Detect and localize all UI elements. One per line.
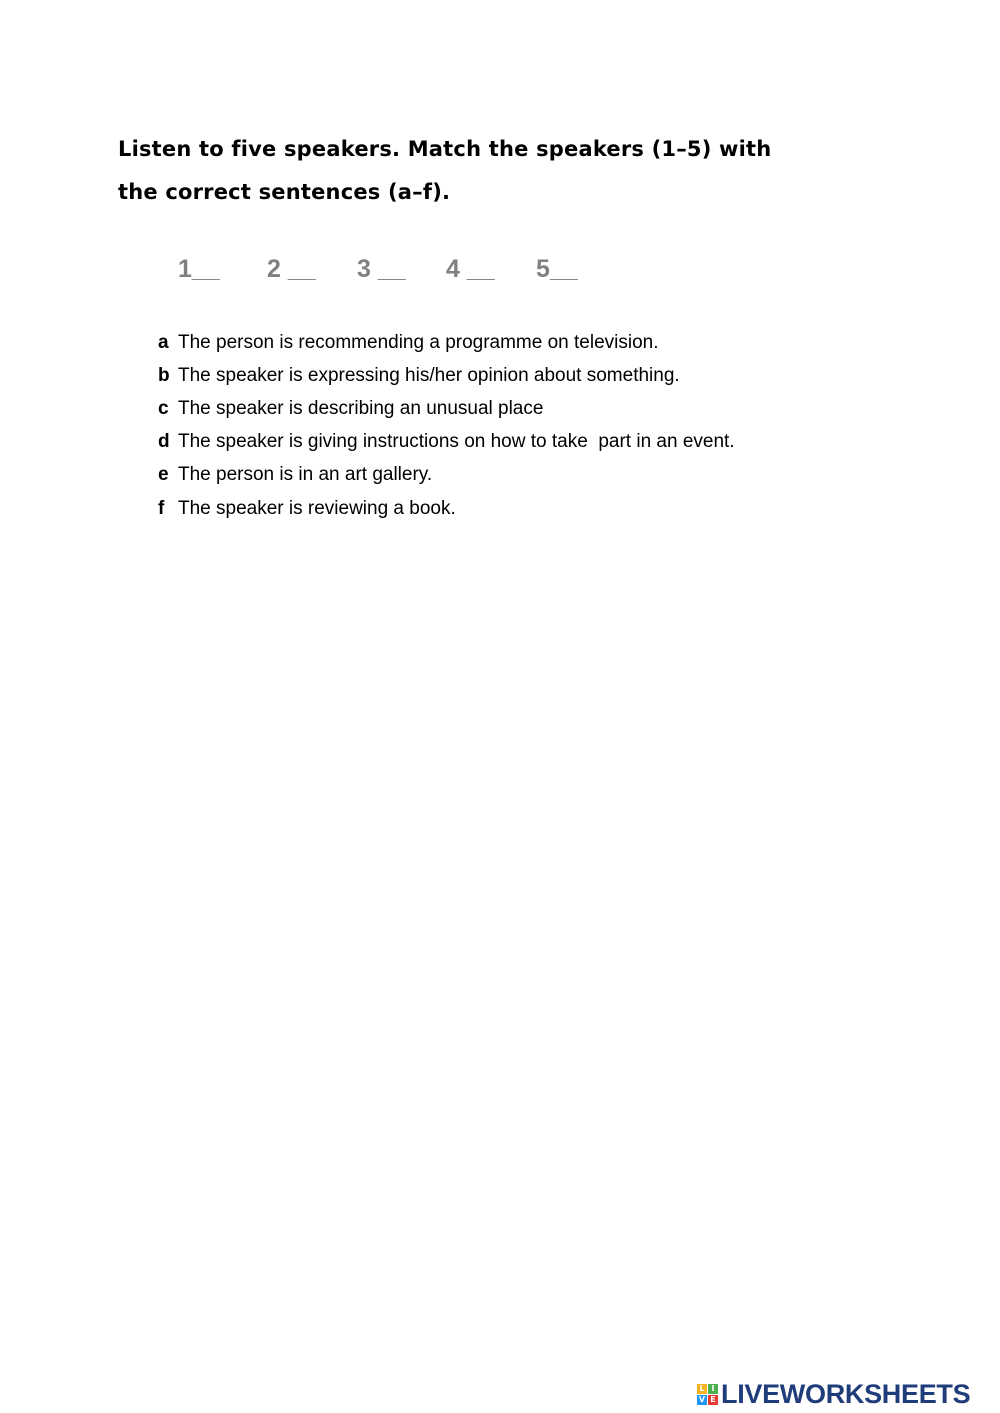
logo-tile: E — [708, 1395, 718, 1405]
option-letter: d — [158, 431, 170, 452]
option-text: The speaker is giving instructions on how to take part in an event. — [178, 431, 735, 452]
option-letter: e — [158, 464, 169, 485]
brand-text: LIVEWORKSHEETS — [721, 1378, 971, 1409]
option-a — [158, 330, 659, 356]
answer-blank-3[interactable]: 3 __ — [357, 255, 406, 283]
option-letter: c — [158, 398, 169, 419]
liveworksheets-logo-icon — [697, 1384, 718, 1405]
option-d — [158, 429, 735, 455]
logo-tile: L — [697, 1384, 707, 1394]
answer-blank-2[interactable]: 2 __ — [267, 255, 316, 283]
liveworksheets-watermark — [697, 1378, 970, 1410]
instructions — [118, 128, 818, 214]
option-e — [158, 462, 432, 488]
option-c — [158, 396, 543, 422]
option-letter: a — [158, 332, 169, 353]
logo-tile: I — [708, 1384, 718, 1394]
option-text: The speaker is expressing his/her opinion about something. — [178, 365, 680, 386]
option-text: The person is recommending a programme on television. — [178, 332, 659, 353]
option-text: The speaker is describing an unusual place — [178, 398, 544, 419]
instructions-line-2: the correct sentences (a–f). — [118, 180, 451, 204]
option-letter: f — [158, 498, 165, 519]
answer-blank-5[interactable]: 5__ — [536, 255, 578, 283]
logo-tile: V — [698, 1395, 706, 1404]
option-text: The person is in an art gallery. — [178, 464, 433, 485]
option-b — [158, 363, 680, 389]
answer-blank-1[interactable]: 1__ — [178, 255, 220, 283]
option-f — [158, 496, 456, 522]
instructions-line-1: Listen to five speakers. Match the speakers (1–5) with — [118, 137, 772, 161]
answer-blank-4[interactable]: 4 __ — [446, 255, 495, 283]
option-text: The speaker is reviewing a book. — [178, 498, 456, 519]
option-letter: b — [158, 365, 170, 386]
